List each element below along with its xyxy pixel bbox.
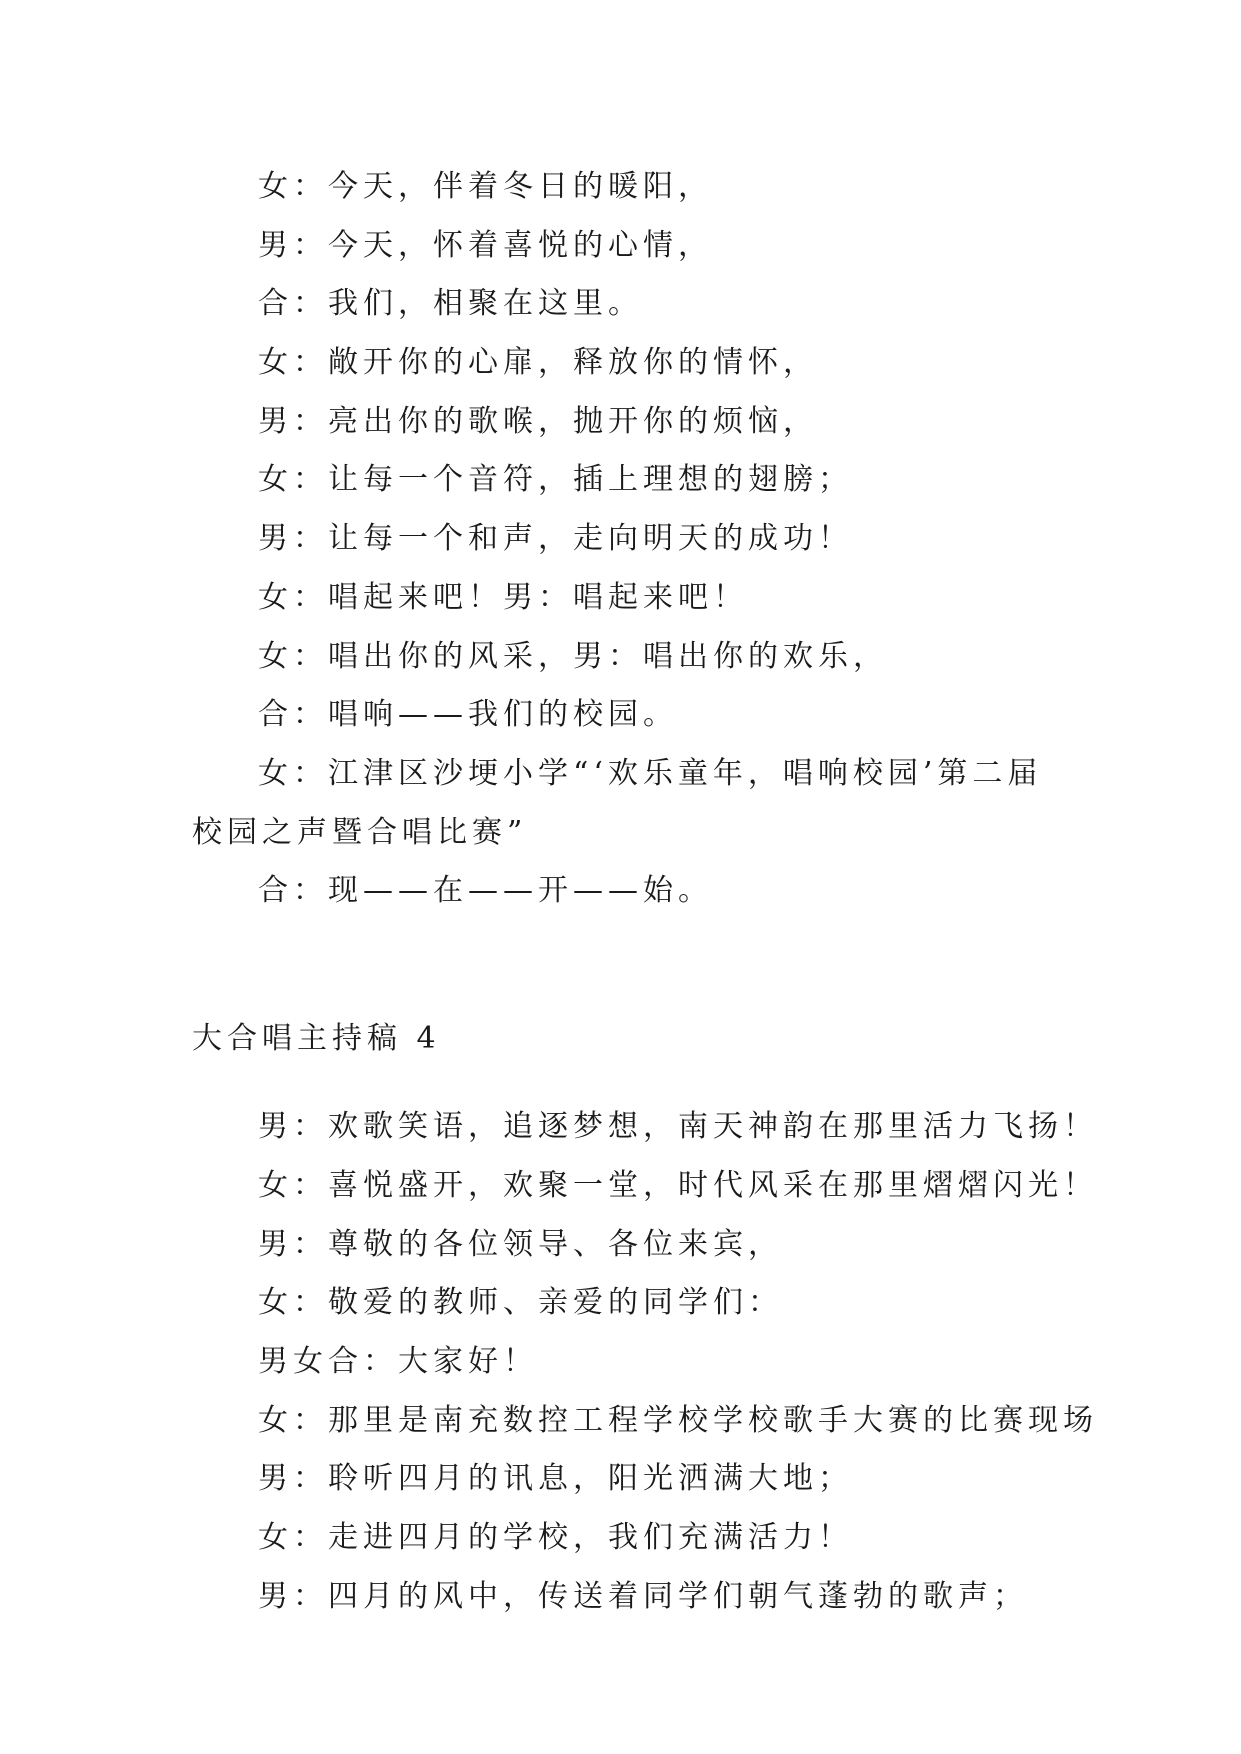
script-line: 男：欢歌笑语，追逐梦想，南天神韵在那里活力飞扬！	[258, 1109, 1098, 1145]
script-line: 男女合：大家好！	[258, 1344, 538, 1380]
section-heading: 大合唱主持稿 4	[192, 1020, 441, 1056]
script-line: 女：让每一个音符，插上理想的翅膀；	[258, 462, 853, 498]
script-line: 女：唱起来吧！男：唱起来吧！	[258, 579, 748, 615]
script-line: 男：聆听四月的讯息，阳光洒满大地；	[258, 1461, 853, 1497]
script-line: 男：亮出你的歌喉，抛开你的烦恼，	[258, 403, 818, 439]
section-gap	[192, 921, 1072, 980]
script-line: 女：敞开你的心扉，释放你的情怀，	[258, 345, 818, 381]
script-line: 女：走进四月的学校，我们充满活力！	[258, 1520, 853, 1556]
script-line: 女：敬爱的教师、亲爱的同学们：	[258, 1285, 783, 1321]
script-line: 女：唱出你的风采，男：唱出你的欢乐，	[258, 638, 888, 674]
script-line: 女：那里是南充数控工程学校学校歌手大赛的比赛现场	[258, 1402, 1098, 1438]
script-line: 男：今天，怀着喜悦的心情，	[258, 227, 713, 263]
script-line: 女：喜悦盛开，欢聚一堂，时代风采在那里熠熠闪光！	[258, 1168, 1098, 1204]
script-line: 合：现——在——开——始。	[258, 873, 713, 909]
script-line: 男：尊敬的各位领导、各位来宾，	[258, 1226, 783, 1262]
script-line: 男：让每一个和声，走向明天的成功！	[258, 521, 853, 557]
script-line-wrapped: 女：江津区沙埂小学“‘欢乐童年，唱响校园’第二届校园之声暨合唱比赛”	[192, 755, 1043, 850]
script-line: 女：今天，伴着冬日的暖阳，	[258, 169, 713, 204]
script-line: 合：唱响——我们的校园。	[258, 697, 678, 733]
document-body	[192, 158, 1098, 1627]
script-line: 男：四月的风中，传送着同学们朝气蓬勃的歌声；	[258, 1578, 1028, 1614]
script-line: 合：我们，相聚在这里。	[258, 286, 643, 322]
